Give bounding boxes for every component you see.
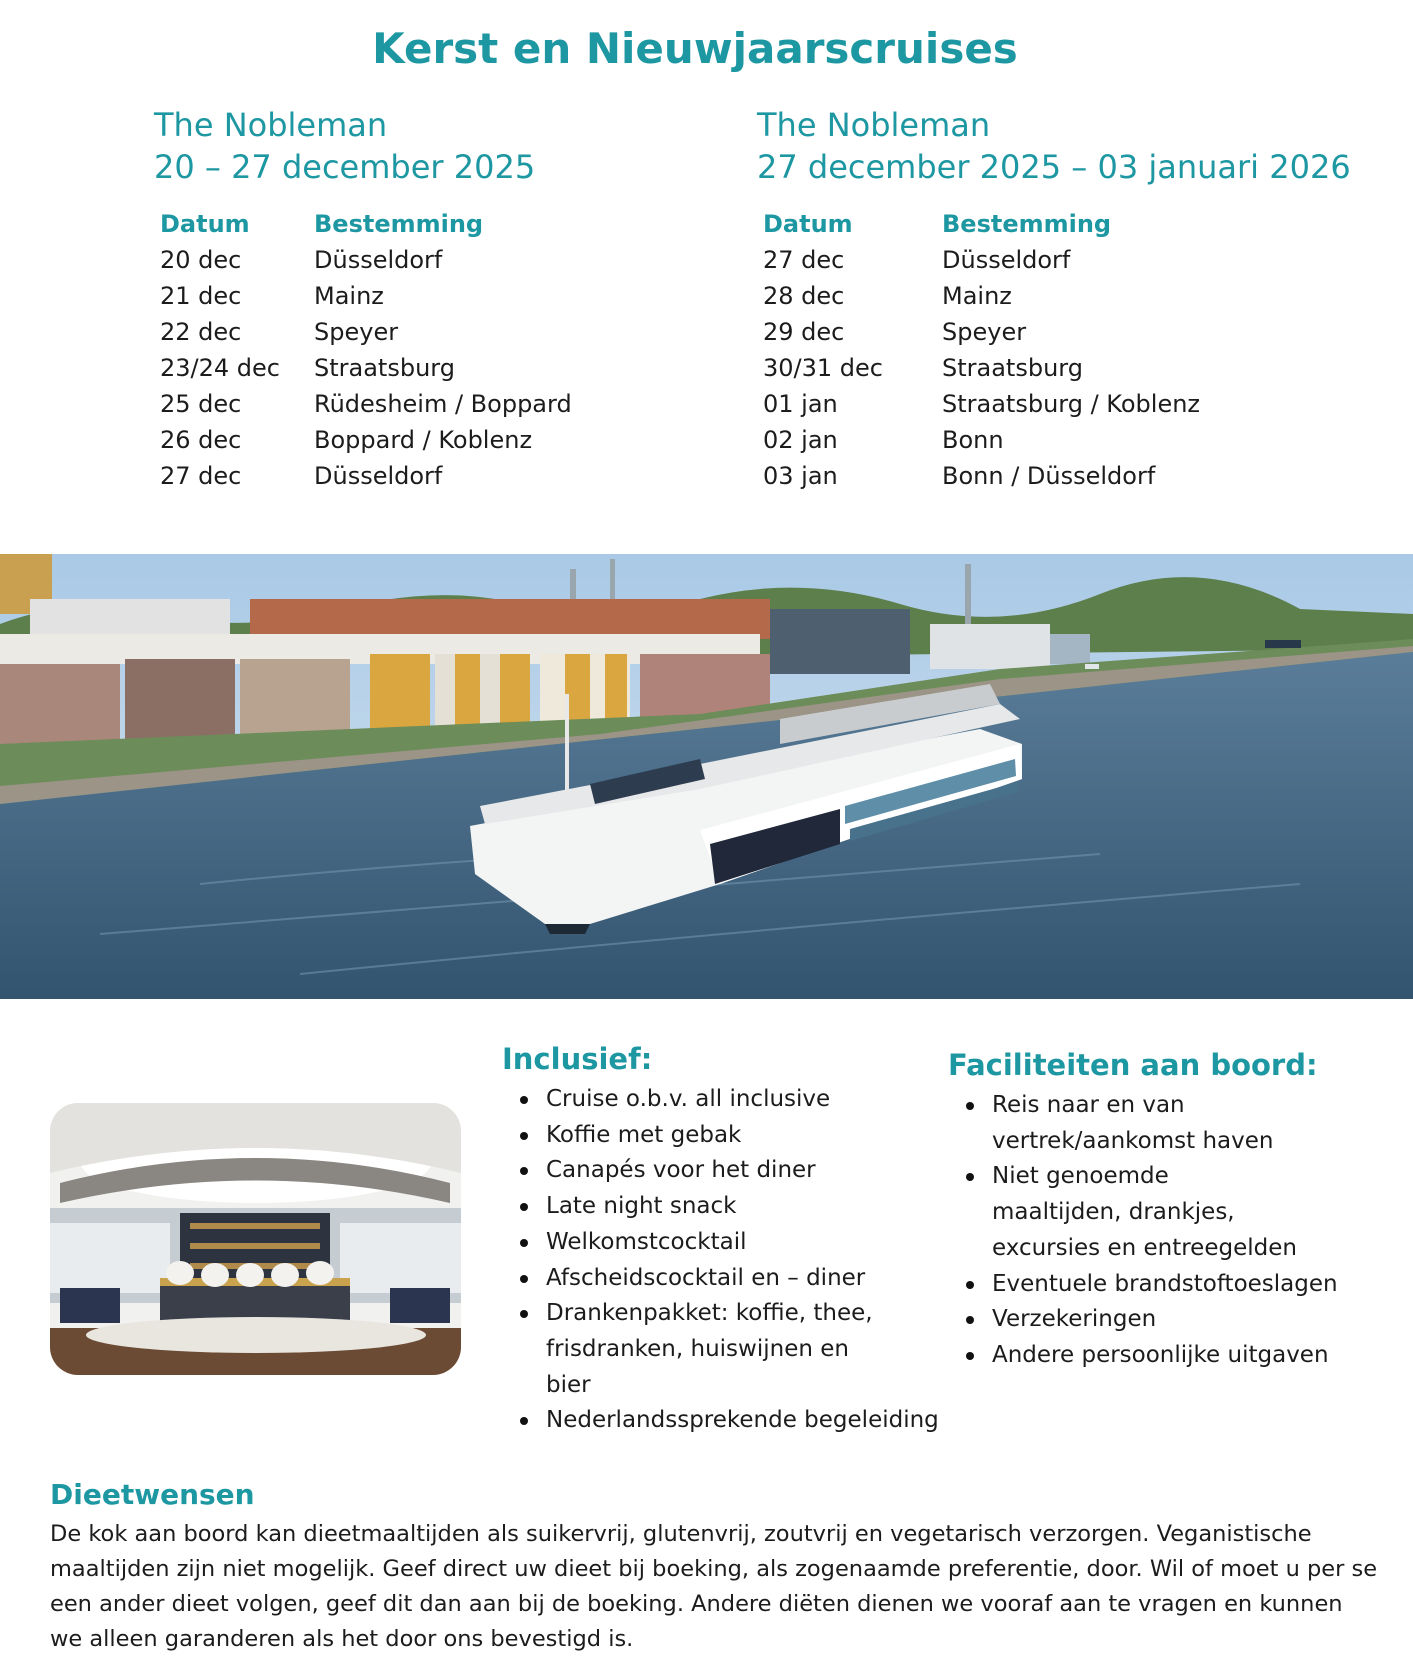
- row-date: 02 jan: [763, 426, 838, 454]
- list-item: Niet genoemde maaltijden, drankjes, excursies en entreegelden: [992, 1159, 1302, 1266]
- table-row: [160, 422, 572, 458]
- cruise-dates: 20 – 27 december 2025: [154, 148, 536, 186]
- list-item: Andere persoonlijke uitgaven: [992, 1338, 1388, 1374]
- list-item: Afscheidscocktail en – diner: [546, 1261, 942, 1297]
- list-item: Nederlandssprekende begeleiding: [546, 1403, 942, 1439]
- row-destination: Speyer: [942, 318, 1027, 346]
- column-header-date: Datum: [763, 210, 853, 238]
- row-destination: Mainz: [942, 282, 1012, 310]
- row-destination: Straatsburg: [314, 354, 455, 382]
- cruise-dates: 27 december 2025 – 03 januari 2026: [757, 148, 1351, 186]
- included-section: [502, 1042, 942, 1439]
- list-item: Drankenpakket: koffie, thee, frisdranken, huiswijnen en bier: [546, 1296, 876, 1403]
- list-item: Reis naar en van vertrek/aankomst haven: [992, 1088, 1292, 1159]
- list-item: Koffie met gebak: [546, 1118, 942, 1154]
- table-row: [763, 458, 1200, 494]
- column-header-date: Datum: [160, 210, 250, 238]
- cruise-ship-name: The Nobleman: [154, 106, 388, 144]
- column-header-destination: Bestemming: [942, 210, 1112, 238]
- table-row: [763, 422, 1200, 458]
- facilities-section: [948, 1048, 1388, 1374]
- row-destination: Speyer: [314, 318, 399, 346]
- table-row: [763, 350, 1200, 386]
- row-destination: Bonn / Düsseldorf: [942, 462, 1156, 490]
- row-date: 27 dec: [763, 246, 845, 274]
- cruise-2-itinerary: [757, 104, 1377, 494]
- row-date: 27 dec: [160, 462, 242, 490]
- table-row: [160, 278, 572, 314]
- list-item: Late night snack: [546, 1189, 942, 1225]
- row-date: 23/24 dec: [160, 354, 280, 382]
- list-item: Welkomstcocktail: [546, 1225, 942, 1261]
- river-cruise-photo: [0, 554, 1413, 999]
- cruise-ship-name: The Nobleman: [757, 106, 991, 144]
- diet-section: [50, 1478, 1380, 1657]
- diet-text: De kok aan boord kan dieetmaaltijden als suikervrij, glutenvrij, zoutvrij en vegetarisch verzorgen. Veganistische maaltijden zijn niet mogelijk. Geef direct uw dieet bij boeking, als zogenaamde preferentie, door. Wil of moet u per se een ander dieet volgen, geef dit dan aan bij de boeking. Andere diëten dienen we vooraf aan te vragen en kunnen we alleen garanderen als het door ons bevestigd is.: [50, 1521, 1378, 1652]
- included-heading: Inclusief:: [502, 1042, 653, 1076]
- row-date: 21 dec: [160, 282, 242, 310]
- row-date: 22 dec: [160, 318, 242, 346]
- cruise-1-itinerary: [154, 104, 714, 494]
- row-date: 30/31 dec: [763, 354, 883, 382]
- row-destination: Straatsburg / Koblenz: [942, 390, 1201, 418]
- row-date: 20 dec: [160, 246, 242, 274]
- row-date: 29 dec: [763, 318, 845, 346]
- row-destination: Rüdesheim / Boppard: [314, 390, 572, 418]
- row-date: 28 dec: [763, 282, 845, 310]
- table-row: [763, 278, 1200, 314]
- facilities-heading: Faciliteiten aan boord:: [948, 1048, 1318, 1082]
- facilities-list: [948, 1088, 1388, 1374]
- column-header-destination: Bestemming: [314, 210, 484, 238]
- included-list: [502, 1082, 942, 1439]
- row-destination: Mainz: [314, 282, 384, 310]
- table-row: [763, 314, 1200, 350]
- table-row: [160, 386, 572, 422]
- list-item: Verzekeringen: [992, 1302, 1388, 1338]
- row-destination: Boppard / Koblenz: [314, 426, 533, 454]
- list-item: Canapés voor het diner: [546, 1153, 942, 1189]
- page-title: Kerst en Nieuwjaarscruises: [372, 24, 1018, 73]
- row-date: 01 jan: [763, 390, 838, 418]
- itinerary-table: [763, 206, 1200, 494]
- list-item: Cruise o.b.v. all inclusive: [546, 1082, 942, 1118]
- row-date: 03 jan: [763, 462, 838, 490]
- table-row: [763, 242, 1200, 278]
- row-destination: Düsseldorf: [314, 246, 443, 274]
- ship-lounge-photo: [50, 1103, 461, 1375]
- row-destination: Bonn: [942, 426, 1004, 454]
- row-date: 25 dec: [160, 390, 242, 418]
- table-row: [160, 242, 572, 278]
- diet-heading: Dieetwensen: [50, 1478, 255, 1511]
- list-item: Eventuele brandstoftoeslagen: [992, 1267, 1388, 1303]
- table-row: [160, 458, 572, 494]
- itinerary-table: [160, 206, 572, 494]
- row-date: 26 dec: [160, 426, 242, 454]
- row-destination: Straatsburg: [942, 354, 1083, 382]
- table-row: [160, 350, 572, 386]
- row-destination: Düsseldorf: [942, 246, 1071, 274]
- row-destination: Düsseldorf: [314, 462, 443, 490]
- table-row: [160, 314, 572, 350]
- table-row: [763, 386, 1200, 422]
